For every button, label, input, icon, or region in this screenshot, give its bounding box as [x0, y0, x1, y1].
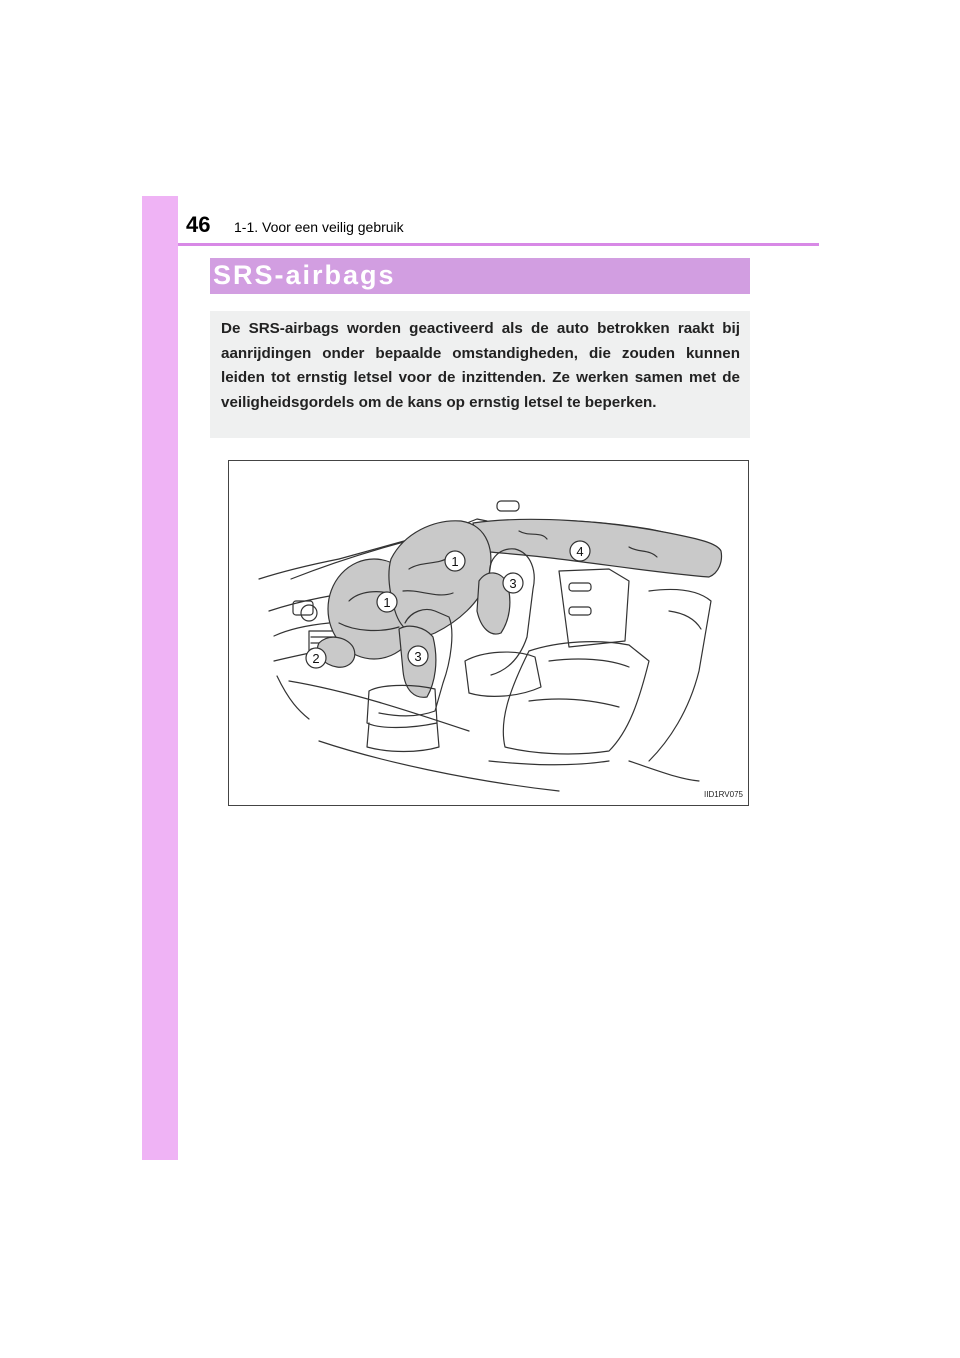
callout-4-curtain: 4	[576, 544, 584, 559]
section-title: SRS-airbags	[213, 260, 396, 290]
airbag-illustration	[228, 460, 749, 806]
header-divider	[178, 243, 819, 246]
intro-box	[210, 311, 750, 438]
intro-text: De SRS-airbags worden geactiveerd als de auto betrokken raakt bij aanrijdingen onder bepaalde omstandigheden, die zouden kunnen leiden tot ernstig letsel voor de inzittenden. Ze werken samen met de veiligheidsgordels om de kans op ernstig letsel te beperken.	[221, 320, 740, 411]
figure-code: IID1RV075	[704, 790, 743, 799]
callout-2-knee: 2	[312, 651, 320, 666]
callout-3-passenger-side: 3	[509, 576, 517, 591]
callout-1-driver: 1	[383, 595, 391, 610]
callout-3-driver-side: 3	[414, 649, 422, 664]
page-number: 46	[186, 212, 211, 237]
sidebar-tab	[142, 196, 178, 1160]
callout-1-passenger: 1	[451, 554, 459, 569]
car-interior-drawing	[229, 461, 748, 805]
section-reference: 1-1. Voor een veilig gebruik	[234, 219, 404, 235]
